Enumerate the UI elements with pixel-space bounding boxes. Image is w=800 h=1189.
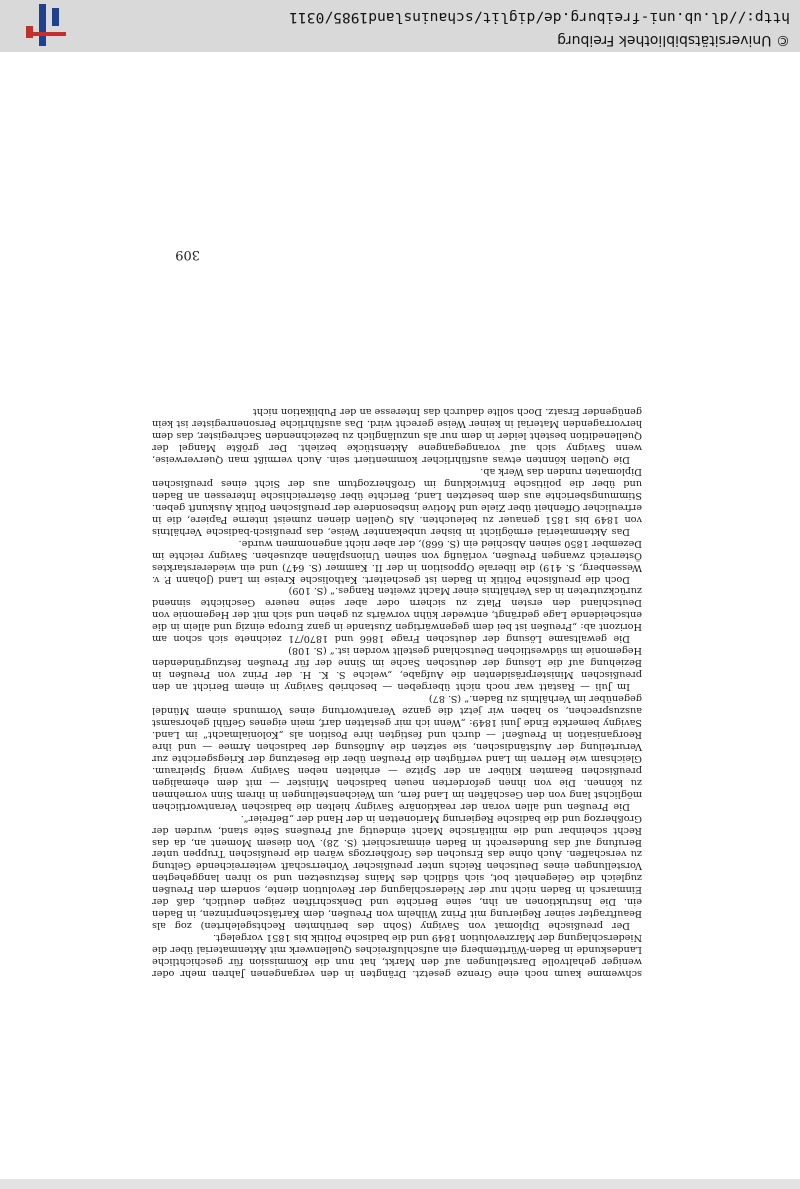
top-scan-strip	[0, 1179, 800, 1189]
source-url-link[interactable]: http://dl.ub.uni-freiburg.de/diglit/schauinsland1985/0311	[289, 9, 790, 26]
logo-bar-4	[32, 32, 66, 36]
footer-band	[0, 0, 800, 52]
paragraph: schwemme kaum noch eine Grenze gesetzt. Drängten in den vergangenen Jahren mehr oder weniger gehaltvolle Darstellungen auf den Markt, hat nun die Kommission für geschichtliche Landeskunde in Baden-Württemberg ein aufschlußreiches Quellenwerk mit Aktenmaterial über die Niederschlagung der Märzrevolution 1849 und die badische Politik bis 1851 vorgelegt.	[152, 932, 642, 979]
body-text	[152, 405, 642, 979]
paragraph: Die gewaltsame Lösung der deutschen Frage 1866 und 1870/71 zeichnete sich schon am Horizont ab: „Preußen ist bei dem gegenwärtigen Zustande in ganz Europa einzig und allein in die entscheidende Lage gedrängt, entweder kühn vorwärts zu gehen und sich mit der Hegemonie von Deutschland den ersten Platz zu sichern oder aber seine neuere Geschichte sinnend zurückzutreten in das Verhältnis einer Macht zweiten Ranges.“ (S. 109)	[152, 585, 642, 645]
paragraph: Doch die preußische Politik in Baden ist gescheitert. Katholische Kreise im Land (Johann P. v. Wessenberg, S. 419) die liberale Opposition in der II. Kammer (S. 647) und ein wiedererstarktes Österreich zwangen Preußen, vorläufig von seinen Unionsplänen abzusehen. Savigny reichte im Dezember 1850 seinen Abschied ein (S. 668), der aber nicht angenommen wurde.	[152, 537, 642, 585]
library-logo-icon	[8, 2, 72, 46]
logo-bar-2	[52, 8, 59, 26]
paragraph: Die Preußen und allen voran der reaktionäre Savigny hielten die badischen Verantwortlichen möglichst lang von den Geschäften im Land fern, um Weichenstellungen in ihrem Sinn vornehmen zu können. Die von ihnen geforderten neuen badischen Minister — mit dem ehemaligen preußischen Beamten Klüber an der Spitze — erhielten neben Savigny wenig Spielraum. Gleichsam wie Herren im Land verfügten die Preußen über die Besetzung der Kriegsgerichte zur Verurteilung der Aufständischen, sie setzten die Auflösung der badischen Armee — und ihre Reorganisation in Preußen! — durch und festigten ihre Position als „Kolonialmacht“ im Land. Savigny bemerkte Ende Juni 1849: „Wenn ich mir gestatten darf, mein eigenes Gefühl gehorsamst auszusprechen, so haben wir jetzt die ganze Verantwortung eines Vormunds einem Mündel gegenüber im Verhältnis zu Baden.“ (S. 87)	[152, 693, 642, 812]
copyright-notice: © Universitätsbibliothek Freiburg	[557, 32, 790, 48]
paragraph: Der preußische Diplomat von Savigny (Sohn des berühmten Rechtsgelehrten) zog als Beauftragter seiner Regierung mit Prinz Wilhelm von Preußen, dem Kartätschenprinzen, in Baden ein. Die Instruktionen an ihn, seine Berichte und Denkschriften zeigen deutlich, daß der Einmarsch in Baden nicht nur der Niederschlagung der Revolution diente, sondern den Preußen zugleich die Gelegenheit bot, sich südlich des Mains festzusetzen und so ihren langgehegten Vorstellungen eines Deutschen Reichs unter preußischer Vorherrschaft weiterreichende Geltung zu verschaffen. Auch ohne das Ersuchen des Großherzogs wären die preußischen Truppen unter Berufung auf das Bundesrecht in Baden einmarschiert (S. 28). Von diesem Moment an, da das Recht scheinbar und die militärische Macht eindeutig auf Preußens Seite stand, wurden der Großherzog und die badische Regierung Marionetten in der Hand der „Befreier“.	[152, 812, 642, 932]
paragraph: Das Aktenmaterial ermöglicht in bisher unbekannter Weise, das preußisch-badische Verhältnis von 1849 bis 1851 genauer zu beleuchten. Als Quellen dienen zumeist interne Papiere, die in erfreulicher Offenheit über Ziele und Motive insbesondere der preußischen Politik Auskunft geben. Stimmungsberichte aus dem besetzten Land, Berichte über österreichische Interessen an Baden und über die politische Entwicklung im Großherzogtum aus der Sicht eines preußischen Diplomaten runden das Werk ab.	[152, 465, 642, 537]
paragraph: Im Juli — Rastatt war noch nicht übergeben — beschrieb Savigny in einem Bericht an den preußischen Ministerpräsidenten die Aufgabe, „welche S. K. H. der Prinz von Preußen in Beziehung auf die Lösung der deutschen Sache im Sinne der für Preußen festzugründenden Hegemonie im südwestlichen Deutschland gestellt worden ist.“ (S. 108)	[152, 645, 642, 693]
page-number: 309	[175, 247, 200, 262]
logo-bar-1	[39, 4, 46, 46]
paragraph: Die Quellen könnten etwas ausführlicher kommentiert sein. Auch vermißt man Querverweise, wenn Savigny sich auf vorangegangene Aktenstücke bezieht. Der größte Mangel der Quellenedition besteht leider in dem nur als unzulänglich zu bezeichnenden Sachregister, das dem hervorragenden Material in keiner Weise gerecht wird. Das ausführliche Personenregister ist kein genügender Ersatz. Doch sollte dadurch das Interesse an der Publikation nicht	[152, 406, 642, 466]
